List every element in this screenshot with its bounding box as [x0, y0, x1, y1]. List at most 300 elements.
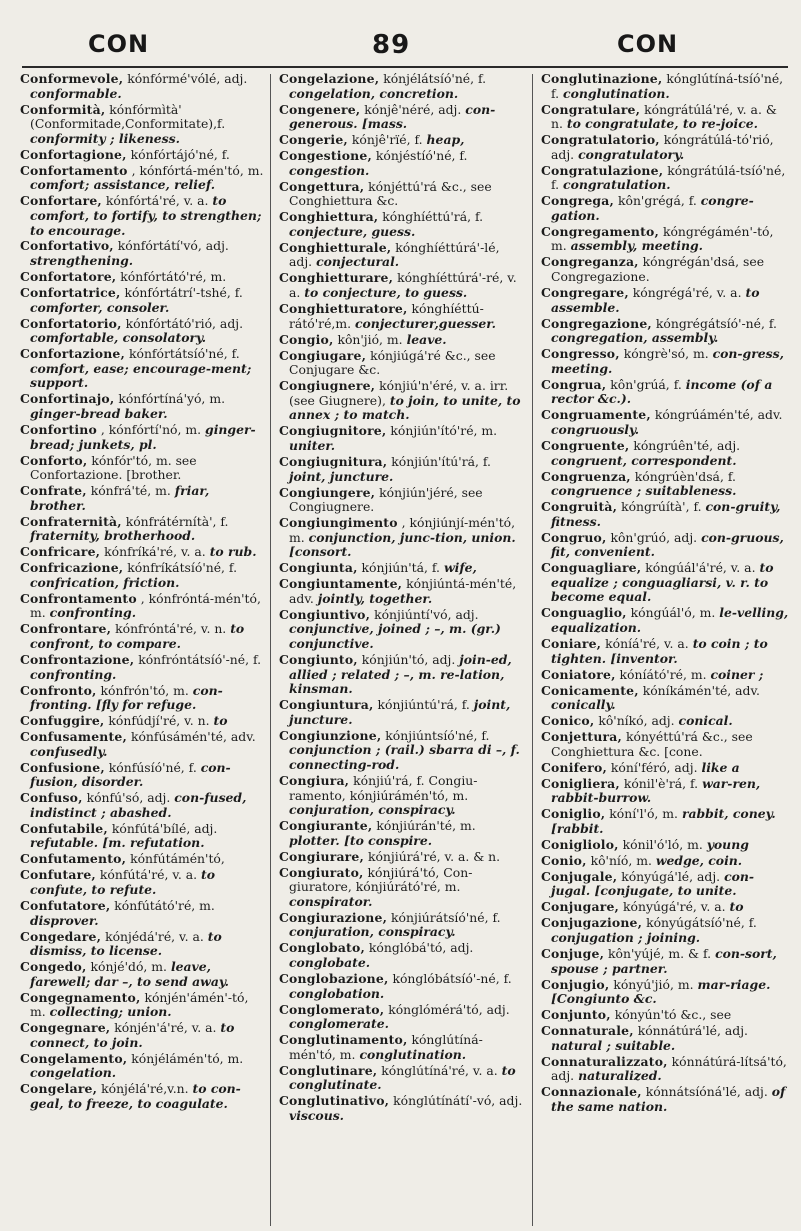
pronunciation: kónjiúrá'ré, v. a. & n.: [367, 848, 501, 864]
headword: Congrua,: [541, 376, 607, 392]
dictionary-entry: [20, 239, 265, 268]
headword: Congestione,: [279, 148, 372, 164]
pronunciation: kóngrúámén'té, adv.: [654, 407, 783, 423]
pronunciation: kôn'grégá, f.: [617, 193, 697, 209]
headword: Conformevole,: [20, 72, 124, 86]
dictionary-entry: [541, 225, 789, 254]
pronunciation: kónglóbá'tó, adj.: [368, 940, 474, 956]
pronunciation: kónjiú'n'éré, v. a. irr. (see Giugnere),: [289, 378, 509, 408]
dictionary-entry: [541, 730, 789, 759]
headword: Congreganza,: [541, 254, 639, 270]
dictionary-entry: [20, 852, 265, 867]
pronunciation: kónjiúgá'ré &c., see Conjugare &c.: [289, 347, 496, 378]
gloss: like a: [701, 759, 740, 775]
dictionary-entry: [541, 684, 789, 713]
dictionary-entry: [541, 606, 789, 635]
pronunciation: kónghíéttú-rátó'ré,m.: [289, 301, 484, 331]
page-header: [0, 30, 801, 70]
pronunciation: , kónjiúnjí-mén'tó, m.: [289, 515, 516, 545]
gloss: congruent, correspondent.: [551, 452, 737, 468]
dictionary-entry: [20, 317, 265, 346]
gloss: congruence ; suitableness.: [551, 483, 737, 499]
gloss: to coin ; to tighten. [inventor.: [551, 636, 768, 666]
dictionary-entry: [20, 1021, 265, 1050]
dictionary-entry: [541, 807, 789, 836]
headword: Congiungimento: [279, 515, 398, 531]
gloss: conglutination.: [359, 1046, 467, 1062]
headword: Congregamento,: [541, 223, 660, 239]
headword: Conjettura,: [541, 729, 623, 745]
headword: Conglutinativo,: [279, 1093, 390, 1109]
gloss: friar, brother.: [30, 483, 210, 513]
gloss: conjunction ; (rail.) sbarra di –, f. connecting-rod.: [289, 742, 520, 772]
gloss: con-gruity, fitness.: [551, 499, 781, 529]
dictionary-entry: [20, 960, 265, 989]
column-2: [279, 72, 524, 1222]
headword: Conglomerato,: [279, 1001, 385, 1017]
gloss: congruously.: [551, 421, 640, 437]
gloss: assembly, meeting.: [570, 238, 703, 254]
pronunciation: kóníátó'ré, m.: [619, 666, 707, 682]
dictionary-entry: [279, 210, 524, 239]
headword: Congruenza,: [541, 468, 631, 484]
dictionary-entry: [279, 653, 524, 697]
dictionary-entry: [279, 271, 524, 300]
dictionary-entry: [279, 1033, 524, 1062]
pronunciation: kóngrégán'dsá, see Congregazione.: [551, 254, 765, 285]
pronunciation: kóngúál'ó, m.: [630, 605, 716, 621]
pronunciation: kóngrè'só, m.: [623, 346, 709, 362]
headword: Congegnamento,: [20, 989, 141, 1005]
pronunciation: kónglútíná'ré, v. a.: [381, 1062, 498, 1078]
headword: Congratulatorio,: [541, 132, 660, 148]
pronunciation: kónfríkátsíó'né, f.: [127, 560, 238, 576]
headword: Congiuntivo,: [279, 606, 371, 622]
dictionary-entry: [279, 302, 524, 331]
headword: Confronto,: [20, 682, 97, 698]
headword: Conifero,: [541, 759, 607, 775]
pronunciation: kónjiúntí'vó, adj.: [374, 606, 479, 622]
headword: Confortazione,: [20, 346, 126, 362]
gloss: collecting; union.: [49, 1004, 172, 1020]
pronunciation: kónjiún'tá, f.: [361, 560, 440, 576]
dictionary-entry: [20, 103, 265, 147]
pronunciation: kónjédá'ré, v. a.: [105, 928, 204, 944]
dictionary-entry: [541, 916, 789, 945]
pronunciation: kónfórmé'vólé, adj.: [127, 72, 248, 86]
dictionary-entry: [279, 819, 524, 848]
headword: Confricare,: [20, 544, 101, 560]
gloss: conglomerate.: [289, 1016, 389, 1032]
pronunciation: kónjiú'rá, f. Congiu-ramento, kónjiúrámén'tó, m.: [289, 772, 478, 803]
headword: Congiunto,: [279, 651, 358, 667]
headword: Conglutinamento,: [279, 1032, 408, 1048]
headword: Confrontazione,: [20, 651, 135, 667]
gloss: ginger-bread baker.: [30, 405, 168, 421]
gloss: conspirator.: [289, 893, 373, 909]
gloss: conjectural.: [316, 254, 400, 270]
dictionary-entry: [541, 347, 789, 376]
dictionary-entry: [541, 164, 789, 193]
dictionary-entry: [541, 378, 789, 407]
headword: Confutare,: [20, 867, 96, 883]
pronunciation: kónjélátsíó'né, f.: [383, 72, 487, 86]
pronunciation: kónglútíná-tsíó'né, f.: [551, 72, 784, 101]
gloss: conical.: [678, 713, 733, 729]
dictionary-entry: [279, 455, 524, 484]
dictionary-entry: [279, 561, 524, 576]
gloss: con-gruous, fit, convenient.: [551, 529, 784, 560]
pronunciation: kónfútámén'tó,: [130, 851, 225, 867]
headword: Congiurazione,: [279, 909, 388, 925]
pronunciation: kónjiúrá'tó, Con-giuratore, kónjiúrátó'ré, m.: [289, 864, 473, 895]
dictionary-entry: [20, 730, 265, 759]
headword: Congegnare,: [20, 1020, 111, 1036]
headword: Connazionale,: [541, 1084, 642, 1100]
pronunciation: kónfrón'tó, m.: [100, 682, 189, 698]
dictionary-entry: [541, 194, 789, 223]
dictionary-entry: [20, 164, 265, 193]
pronunciation: kónjiúrátsíó'né, f.: [391, 909, 501, 925]
headword: Congenere,: [279, 101, 361, 117]
dictionary-entry: [279, 698, 524, 727]
gloss: war-ren, rabbit-burrow.: [551, 775, 761, 806]
pronunciation: kónjiúntsíó'né, f.: [385, 727, 490, 743]
gloss: joint, juncture.: [289, 468, 394, 484]
dictionary-entry: [20, 899, 265, 928]
gloss: con-sort, spouse ; partner.: [551, 945, 777, 976]
column-1: [20, 72, 265, 1222]
headword: Conjugare,: [541, 899, 620, 915]
gloss: conglutination.: [563, 85, 670, 101]
pronunciation: kónfórtá'ré, v. a.: [105, 193, 209, 209]
pronunciation: kóngrátúlá'ré, v. a. & n.: [551, 101, 777, 132]
dictionary-entry: [279, 1064, 524, 1093]
headword: Confutamento,: [20, 851, 127, 867]
dictionary-entry: [541, 777, 789, 806]
dictionary-entry: [541, 255, 789, 284]
pronunciation: kónglóbátsíó'-né, f.: [392, 970, 512, 986]
column-divider: [270, 74, 271, 1226]
gloss: to confute, to refute.: [30, 867, 216, 898]
headword: Congiugnitura,: [279, 453, 388, 469]
headword: Confusione,: [20, 759, 105, 775]
pronunciation: kónjê'néré, adj.: [364, 101, 462, 117]
pronunciation: , kónfórtí'nó, m.: [100, 421, 202, 437]
pronunciation: kónjiún'tó, adj.: [361, 651, 456, 667]
pronunciation: kónjélá'ré,v.n.: [101, 1081, 189, 1097]
pronunciation: kóníkámén'té, adv.: [642, 682, 760, 698]
pronunciation: kónyúgá'lé, adj.: [621, 868, 721, 884]
gloss: to: [213, 713, 228, 729]
headword: Conglutinazione,: [541, 72, 663, 86]
page-number: 89: [372, 30, 411, 60]
dictionary-entry: [541, 947, 789, 976]
pronunciation: kóngrégá'ré, v. a.: [632, 285, 742, 301]
dictionary-entry: [541, 668, 789, 683]
headword: Congiunzione,: [279, 727, 382, 743]
gloss: to conglutinate.: [289, 1062, 516, 1093]
dictionary-entry: [541, 1008, 789, 1023]
gloss: to con-geal, to freeze, to coagulate.: [30, 1081, 241, 1112]
headword: Conguagliare,: [541, 560, 642, 576]
gloss: joint, juncture.: [289, 697, 511, 727]
headword: Conglobato,: [279, 940, 365, 956]
headword: Congerie,: [279, 132, 348, 148]
pronunciation: kónnátúrá'lé, adj.: [637, 1023, 748, 1039]
gloss: conjecturer,guesser.: [355, 315, 496, 331]
headword: Confricazione,: [20, 560, 124, 576]
headword: Conjunto,: [541, 1007, 611, 1023]
gloss: strengthening.: [30, 253, 134, 269]
pronunciation: kónfríká'ré, v. a.: [104, 544, 206, 560]
headword: Congedare,: [20, 928, 102, 944]
dictionary-entry: [279, 349, 524, 378]
pronunciation: kónjiúntá-mén'té, adv.: [289, 576, 517, 606]
pronunciation: kónjiún'ító'ré, m.: [390, 423, 498, 439]
headword: Congiunta,: [279, 560, 358, 576]
gloss: congelation, concretion.: [289, 85, 459, 101]
headword: Confrate,: [20, 483, 87, 499]
dictionary-entry: [279, 972, 524, 1001]
pronunciation: kónghíéttú'rá, f.: [382, 209, 484, 225]
dictionary-entry: [20, 454, 265, 483]
gloss: viscous.: [289, 1107, 344, 1123]
gloss: leave, farewell; dar –, to send away.: [30, 959, 229, 989]
pronunciation: kónjiún'jéré, see Congiugnere.: [289, 484, 483, 515]
dictionary-entry: [541, 854, 789, 869]
dictionary-entry: [279, 911, 524, 940]
pronunciation: kónyéttú'rá &c., see Conghiettura &c. [cone.: [551, 729, 753, 759]
headword: Conigliolo,: [541, 836, 619, 852]
headword: Conforto,: [20, 452, 88, 468]
pronunciation: kónnátúrá-lítsá'tó, adj.: [551, 1053, 787, 1084]
pronunciation: kónghíéttúrá'-lé, adj.: [289, 239, 500, 270]
gloss: comfortable, consolatory.: [30, 330, 207, 346]
gloss: conglobation.: [289, 985, 385, 1001]
dictionary-entry: [541, 1085, 789, 1114]
gloss: mar-riage. [Congiunto &c.: [551, 976, 771, 1007]
dictionary-entry: [279, 577, 524, 606]
gloss: to connect, to join.: [30, 1020, 235, 1050]
dictionary-entry: [279, 486, 524, 515]
pronunciation: kónyún'tó &c., see: [614, 1007, 732, 1023]
pronunciation: kónglútíná-mén'tó, m.: [289, 1032, 483, 1062]
headword: Congelare,: [20, 1081, 98, 1097]
headword: Congettura,: [279, 178, 365, 194]
gloss: to equalize ; conguagliarsi, v. r. to become equal.: [551, 560, 774, 605]
gloss: wife,: [443, 560, 477, 576]
dictionary-entry: [20, 286, 265, 315]
pronunciation: kónjén'á'ré, v. a.: [114, 1020, 217, 1036]
pronunciation: kónyú'jió, m.: [613, 976, 694, 992]
gloss: conjuration, conspiracy.: [289, 924, 456, 940]
dictionary-entry: [541, 286, 789, 315]
dictionary-entry: [20, 270, 265, 285]
pronunciation: kónfúsámén'té, adv.: [130, 729, 256, 745]
gloss: join-ed, allied ; related ; –, m. re-lation, kinsman.: [289, 651, 512, 697]
headword: Coniglio,: [541, 806, 606, 822]
dictionary-entry: [541, 900, 789, 915]
gloss: ginger-bread; junkets, pl.: [30, 421, 256, 452]
pronunciation: kóní'féró, adj.: [610, 759, 698, 775]
gloss: income (of a rector &c.).: [551, 376, 773, 407]
gloss: con-gress, meeting.: [551, 346, 784, 376]
headword: Congiugare,: [279, 347, 367, 363]
pronunciation: kónghíéttúrá'-ré, v. a.: [289, 270, 517, 301]
pronunciation: kôn'grúá, f.: [610, 376, 682, 392]
pronunciation: kónjiúrán'té, m.: [376, 818, 476, 834]
pronunciation: kô'níó, m.: [590, 852, 652, 868]
gloss: of the same nation.: [551, 1084, 786, 1114]
pronunciation: kóngrégátsíó'-né, f.: [655, 315, 777, 331]
dictionary-entry: [279, 180, 524, 209]
gloss: to comfort, to fortify, to strengthen; to encourage.: [30, 193, 262, 238]
pronunciation: kóngrúên'té, adj.: [633, 437, 741, 453]
headword: Conjugazione,: [541, 915, 643, 931]
headword: Confortamento: [20, 162, 128, 178]
dictionary-entry: [541, 838, 789, 853]
pronunciation: kónjê'rïé, f.: [351, 132, 423, 148]
headword: Congiungere,: [279, 484, 376, 500]
pronunciation: kónfrá'té, m.: [90, 483, 171, 499]
headword: Connaturale,: [541, 1023, 634, 1039]
dictionary-entry: [541, 531, 789, 560]
headword: Conformità,: [20, 101, 106, 117]
dictionary-entry: [541, 103, 789, 132]
gloss: to confront, to compare.: [30, 621, 245, 651]
headword: Congratulare,: [541, 101, 641, 117]
gloss: fraternity, brotherhood.: [30, 528, 196, 544]
headword: Conghietturale,: [279, 239, 392, 255]
headword: Conghietturare,: [279, 270, 394, 286]
dictionary-entry: [541, 439, 789, 468]
dictionary-entry: [279, 133, 524, 148]
pronunciation: kóngrátúlá-tó'rió, adj.: [551, 132, 774, 162]
headword: Congelamento,: [20, 1050, 128, 1066]
pronunciation: kónjiúntú'rá, f.: [377, 697, 470, 713]
dictionary-entry: [279, 774, 524, 818]
pronunciation: kónfúdjí'ré, v. n.: [108, 713, 210, 729]
headword: Conjugio,: [541, 976, 610, 992]
dictionary-entry: [279, 72, 524, 101]
headword: Conio,: [541, 852, 587, 868]
dictionary-entry: [20, 1052, 265, 1081]
pronunciation: kóngrúèn'dsá, f.: [634, 468, 736, 484]
dictionary-entry: [20, 484, 265, 513]
gloss: to: [729, 899, 744, 915]
gloss: disprover.: [30, 912, 99, 928]
dictionary-entry: [541, 500, 789, 529]
dictionary-entry: [541, 1055, 789, 1084]
dictionary-entry: [541, 561, 789, 605]
gloss: conically.: [551, 697, 616, 713]
headword: Congiugnitore,: [279, 423, 387, 439]
pronunciation: kónyúgá'ré, v. a.: [623, 899, 726, 915]
headword: Conghietturatore,: [279, 301, 408, 317]
headword: Conjugale,: [541, 868, 618, 884]
headword: Congiurare,: [279, 848, 364, 864]
pronunciation: kóngrátúlá-tsíó'né, f.: [551, 162, 786, 193]
headword: Congedo,: [20, 959, 87, 975]
pronunciation: kóngrúítà', f.: [621, 499, 702, 515]
gloss: leave.: [406, 331, 447, 347]
headword: Congregazione,: [541, 315, 652, 331]
gloss: to dismiss, to license.: [30, 928, 222, 959]
pronunciation: kónjéttú'rá &c., see Conghiettura &c.: [289, 178, 492, 209]
dictionary-entry: [279, 866, 524, 910]
headword: Congiurato,: [279, 864, 364, 880]
pronunciation: kónfórtátó'ré, m.: [120, 269, 227, 285]
gloss: congratulatory.: [578, 146, 685, 162]
gloss: to congratulate, to re-joice.: [566, 116, 758, 132]
gloss: conjunctive, joined ; –, m. (gr.) conjunctive.: [289, 621, 501, 651]
dictionary-entry: [20, 423, 265, 452]
pronunciation: kóngrégámén'-tó, m.: [551, 223, 774, 254]
gloss: congregation, assembly.: [551, 330, 719, 346]
pronunciation: kónjélámén'tó, m.: [131, 1050, 244, 1066]
headword: Confortatrice,: [20, 285, 121, 301]
dictionary-entry: [279, 241, 524, 270]
pronunciation: kóníá'ré, v. a.: [605, 636, 689, 651]
headword: Congratulazione,: [541, 162, 664, 178]
headword: Congelazione,: [279, 72, 380, 86]
gloss: naturalized.: [578, 1068, 662, 1084]
pronunciation: kónfórtíná'yó, m.: [118, 391, 226, 407]
gloss: confusedly.: [30, 743, 108, 759]
dictionary-entry: [279, 333, 524, 348]
pronunciation: kónfú'só, adj.: [86, 790, 171, 806]
dictionary-entry: [279, 424, 524, 453]
gloss: congratulation.: [563, 177, 671, 193]
pronunciation: kónfórtátó'rió, adj.: [125, 315, 244, 331]
dictionary-entry: [20, 148, 265, 163]
pronunciation: kónil'ó'ló, m.: [622, 836, 703, 852]
headword: Congruente,: [541, 437, 630, 453]
pronunciation: kôn'yújé, m. & f.: [608, 945, 712, 961]
dictionary-entry: [20, 545, 265, 560]
pronunciation: kónfróntá'ré, v. n.: [115, 621, 227, 637]
pronunciation: kónfútá'bílé, adj.: [111, 820, 218, 836]
dictionary-entry: [279, 1003, 524, 1032]
dictionary-entry: [541, 714, 789, 729]
headword: Congresso,: [541, 346, 620, 362]
dictionary-entry: [20, 72, 265, 101]
gloss: comfort, ease; encourage-ment; support.: [30, 360, 252, 391]
dictionary-entry: [20, 194, 265, 238]
gloss: conformity ; likeness.: [30, 130, 180, 146]
headword: Confrontare,: [20, 621, 112, 637]
pronunciation: kónglútínátí'-vó, adj.: [393, 1093, 523, 1109]
pronunciation: kónfór'tó, m. see Confortazione. [brother.: [30, 452, 197, 483]
pronunciation: kónfórmìtà' (Conformitade,Conformitate),f.: [30, 101, 226, 132]
gloss: coiner ;: [710, 666, 764, 682]
headword: Confortatore,: [20, 269, 117, 285]
dictionary-entry: [20, 761, 265, 790]
headword: Conico,: [541, 713, 595, 729]
headword: Conicamente,: [541, 682, 639, 698]
headword: Confraternità,: [20, 513, 122, 529]
headword: Conigliera,: [541, 775, 620, 791]
pronunciation: kónnátsíóná'lé, adj.: [645, 1084, 768, 1100]
headword: Confortagione,: [20, 146, 127, 162]
pronunciation: kónfróntátsíó'-né, f.: [138, 651, 262, 667]
pronunciation: kónfórtájó'né, f.: [130, 146, 230, 162]
gloss: rabbit, coney. [rabbit.: [551, 806, 776, 836]
gloss: congestion.: [289, 162, 370, 178]
pronunciation: kónfórtátí'vó, adj.: [117, 238, 229, 254]
pronunciation: kónil'è'rá, f.: [623, 775, 699, 791]
